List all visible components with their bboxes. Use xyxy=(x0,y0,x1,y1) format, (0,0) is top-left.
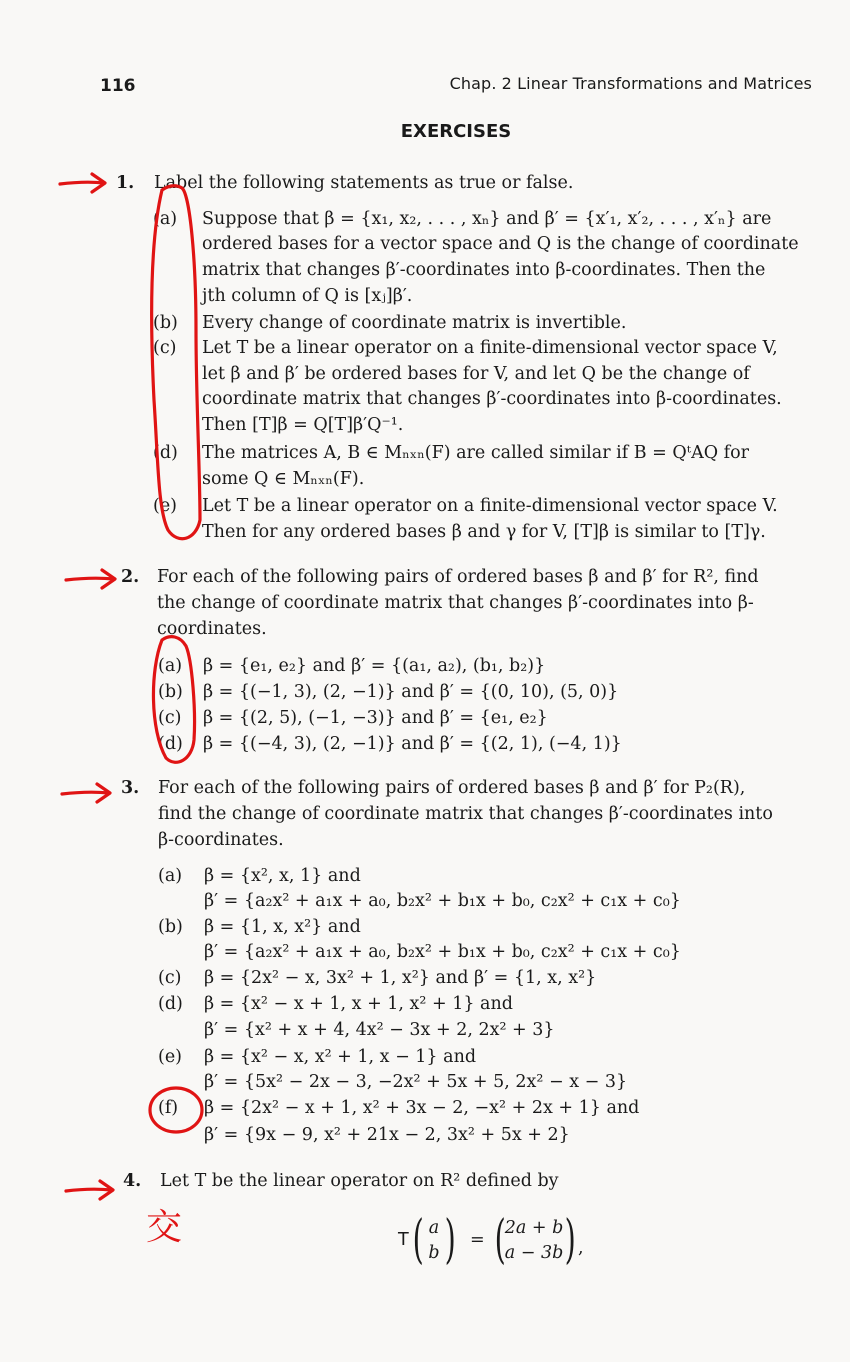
page-number: 116 xyxy=(100,76,136,96)
ex1-a-line: jth column of Q is [xⱼ]β′. xyxy=(202,286,413,306)
loop-around-ex1-parts xyxy=(152,186,200,539)
ex3-label-f: (f) xyxy=(158,1098,179,1118)
exercise-2-number: 2. xyxy=(121,567,140,587)
ex1-c-line: Then [T]β = Q[T]β′Q⁻¹. xyxy=(202,415,404,435)
ex3-label-b: (b) xyxy=(158,917,183,937)
vector-entry: 2a + b xyxy=(504,1218,564,1238)
exercise-2-intro: coordinates. xyxy=(157,619,267,639)
section-title: EXERCISES xyxy=(400,121,512,142)
ex3-line: β = {x² − x + 1, x + 1, x² + 1} and xyxy=(204,994,513,1014)
arrow-icon xyxy=(60,174,105,192)
arrow-icon xyxy=(66,1181,113,1199)
ex3-label-a: (a) xyxy=(158,866,183,886)
ex2-label-b: (b) xyxy=(158,682,183,702)
operator-symbol: T xyxy=(398,1230,409,1250)
ex1-label-c: (c) xyxy=(153,338,177,358)
trailing-comma: , xyxy=(578,1238,584,1258)
exercise-4-intro: Let T be the linear operator on R² defined by xyxy=(160,1171,559,1191)
ex2-label-c: (c) xyxy=(158,708,182,728)
exercise-3-intro: find the change of coordinate matrix that changes β′-coordinates into xyxy=(158,804,773,824)
running-header: Chap. 2 Linear Transformations and Matrices xyxy=(449,74,812,93)
ex1-c-line: Let T be a linear operator on a finite-dimensional vector space V, xyxy=(202,338,778,358)
ex1-d-line: some Q ∈ Mₙₓₙ(F). xyxy=(202,469,365,489)
ex2-item: β = {(−4, 3), (2, −1)} and β′ = {(2, 1), (−4, 1)} xyxy=(203,734,622,754)
ex2-label-a: (a) xyxy=(158,656,183,676)
vector-entry: a xyxy=(428,1218,440,1238)
exercise-1-intro: Label the following statements as true or false. xyxy=(154,173,574,193)
ex3-line: β′ = {5x² − 2x − 3, −2x² + 5x + 5, 2x² − x − 3} xyxy=(204,1072,628,1092)
ex1-label-a: (a) xyxy=(153,209,178,229)
ex3-line: β′ = {x² + x + 4, 4x² − 3x + 2, 2x² + 3} xyxy=(204,1020,555,1040)
ex3-label-e: (e) xyxy=(158,1047,183,1067)
left-paren: ( xyxy=(412,1210,424,1270)
right-paren: ) xyxy=(444,1210,456,1270)
ex3-line: β′ = {9x − 9, x² + 21x − 2, 3x² + 5x + 2} xyxy=(204,1125,570,1145)
ex3-line: β = {2x² − x, 3x² + 1, x²} and β′ = {1, x, x²} xyxy=(204,968,597,988)
exercise-3-intro: β-coordinates. xyxy=(158,830,284,850)
exercise-3-intro: For each of the following pairs of ordered bases β and β′ for P₂(R), xyxy=(158,778,746,798)
ex1-label-b: (b) xyxy=(153,313,178,333)
ex3-line: β′ = {a₂x² + a₁x + a₀, b₂x² + b₁x + b₀, c₂x² + c₁x + c₀} xyxy=(204,942,681,962)
handwritten-mark: 交 xyxy=(146,1207,183,1248)
ex1-c-line: let β and β′ be ordered bases for V, and let Q be the change of xyxy=(202,364,750,384)
equals-sign: = xyxy=(470,1230,485,1250)
ex1-c-line: coordinate matrix that changes β′-coordinates into β-coordinates. xyxy=(202,389,782,409)
ex1-a-line: matrix that changes β′-coordinates into β-coordinates. Then the xyxy=(202,260,766,280)
ex1-b-line: Every change of coordinate matrix is invertible. xyxy=(202,313,627,333)
vector-entry: b xyxy=(428,1243,440,1263)
ex1-a-line: ordered bases for a vector space and Q is the change of coordinate xyxy=(202,234,799,254)
exercise-1-number: 1. xyxy=(116,173,135,193)
ex3-line: β = {x², x, 1} and xyxy=(204,866,361,886)
ex2-item: β = {(2, 5), (−1, −3)} and β′ = {e₁, e₂} xyxy=(203,708,548,728)
ex1-e-line: Then for any ordered bases β and γ for V, [T]β is similar to [T]γ. xyxy=(202,522,766,542)
ex2-item: β = {e₁, e₂} and β′ = {(a₁, a₂), (b₁, b₂)} xyxy=(203,656,546,676)
loop-around-ex2-parts xyxy=(153,637,194,763)
ex3-label-d: (d) xyxy=(158,994,183,1014)
ex2-item: β = {(−1, 3), (2, −1)} and β′ = {(0, 10), (5, 0)} xyxy=(203,682,619,702)
ex3-label-c: (c) xyxy=(158,968,182,988)
ex1-a-line: Suppose that β = {x₁, x₂, . . . , xₙ} and β′ = {x′₁, x′₂, . . . , x′ₙ} are xyxy=(202,209,772,229)
exercise-2-intro: For each of the following pairs of ordered bases β and β′ for R², find xyxy=(157,567,759,587)
ex1-e-line: Let T be a linear operator on a finite-dimensional vector space V. xyxy=(202,496,778,516)
ex1-label-e: (e) xyxy=(153,496,178,516)
exercise-3-number: 3. xyxy=(121,778,140,798)
ex3-line: β′ = {a₂x² + a₁x + a₀, b₂x² + b₁x + b₀, c₂x² + c₁x + c₀} xyxy=(204,891,681,911)
exercise-2-intro: the change of coordinate matrix that changes β′-coordinates into β- xyxy=(157,593,754,613)
exercise-4-number: 4. xyxy=(123,1171,142,1191)
ex1-label-d: (d) xyxy=(153,443,178,463)
ex1-d-line: The matrices A, B ∈ Mₙₓₙ(F) are called similar if B = QᵗAQ for xyxy=(202,443,749,463)
right-paren: ) xyxy=(564,1210,576,1270)
ex3-line: β = {2x² − x + 1, x² + 3x − 2, −x² + 2x + 1} and xyxy=(204,1098,640,1118)
ex3-line: β = {x² − x, x² + 1, x − 1} and xyxy=(204,1047,477,1067)
arrow-icon xyxy=(62,784,110,802)
ex3-line: β = {1, x, x²} and xyxy=(204,917,361,937)
left-paren: ( xyxy=(494,1210,506,1270)
ex2-label-d: (d) xyxy=(158,734,183,754)
arrow-icon xyxy=(66,570,115,588)
vector-entry: a − 3b xyxy=(504,1243,564,1263)
circle-around-ex3-f xyxy=(150,1088,202,1132)
